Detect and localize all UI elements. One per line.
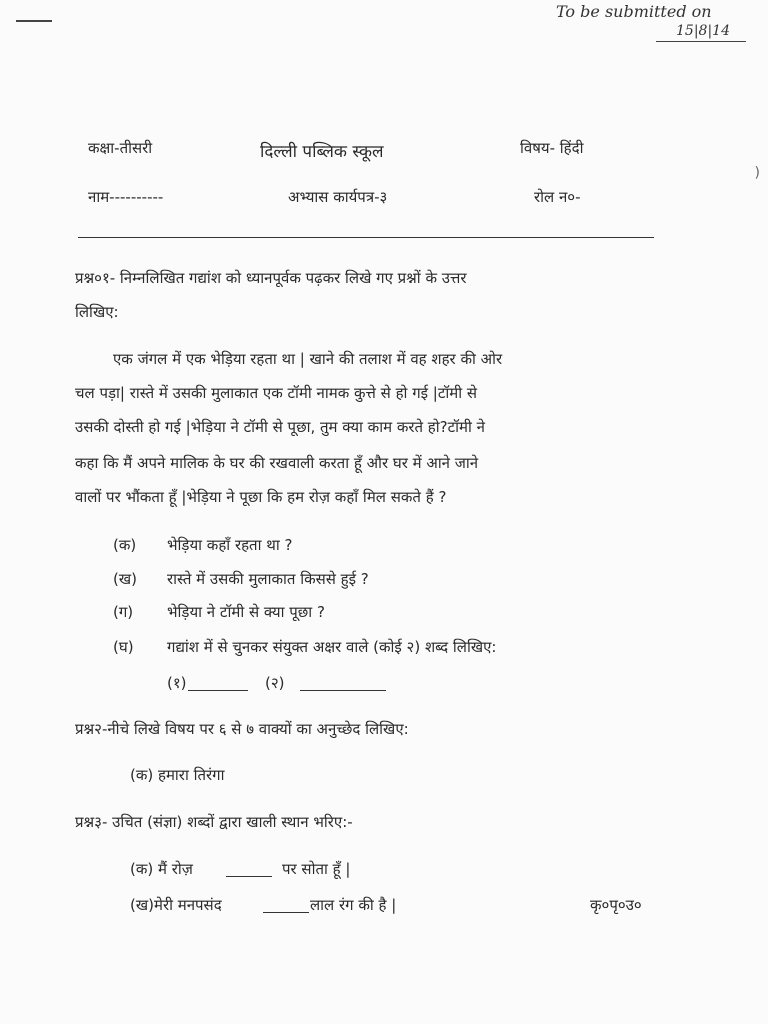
passage-line: एक जंगल में एक भेड़िया रहता था | खाने की तलाश में वह शहर की ओर xyxy=(113,350,503,368)
q1-item-label: (क) xyxy=(113,536,137,554)
q1-title-cont: लिखिए: xyxy=(75,303,119,321)
submission-note: To be submitted on xyxy=(556,2,712,21)
q3-title: प्रश्न३- उचित (संज्ञा) शब्दों द्वारा खाली स्थान भरिए:- xyxy=(75,813,353,831)
q1-item-label: (ग) xyxy=(113,603,134,621)
q3-item-2: (ख)मेरी मनपसंद xyxy=(130,896,222,914)
fill-blank-2 xyxy=(263,898,309,913)
answer-blank-1 xyxy=(188,676,248,691)
q1-item-label: (ख) xyxy=(113,570,137,588)
passage-line: वालों पर भौंकता हूँ |भेड़िया ने पूछा कि हम रोज़ कहाँ मिल सकते हैं ? xyxy=(75,488,447,506)
class-label: कक्षा-तीसरी xyxy=(88,139,153,157)
school-name: दिल्ली पब्लिक स्कूल xyxy=(260,142,384,162)
submission-date: 15|8|14 xyxy=(676,23,730,39)
passage-line: चल पड़ा| रास्ते में उसकी मुलाकात एक टॉमी नामक कुत्ते से हो गई |टॉमी से xyxy=(75,384,478,402)
stray-mark: ) xyxy=(754,165,760,181)
blank-1-label: (१) xyxy=(167,674,187,692)
worksheet-title: अभ्यास कार्यपत्र-३ xyxy=(288,188,388,206)
passage-line: उसकी दोस्ती हो गई |भेड़िया ने टॉमी से पूछा, तुम क्या काम करते हो?टॉमी ने xyxy=(75,418,485,436)
q1-item-text: रास्ते में उसकी मुलाकात किससे हुई ? xyxy=(167,570,369,588)
q1-title: प्रश्न०१- निम्नलिखित गद्यांश को ध्यानपूर्वक पढ़कर लिखे गए प्रश्नों के उत्तर xyxy=(75,269,467,287)
name-field: नाम---------- xyxy=(88,188,164,206)
scan-mark xyxy=(16,20,52,22)
q1-item-text: गद्यांश में से चुनकर संयुक्त अक्षर वाले (कोई २) शब्द लिखिए: xyxy=(167,638,497,656)
q1-item-label: (घ) xyxy=(113,638,134,656)
passage-line: कहा कि मैं अपने मालिक के घर की रखवाली करता हूँ और घर में आने जाने xyxy=(75,454,479,472)
date-underline xyxy=(656,41,746,42)
q3-item-2-end: लाल रंग की है | xyxy=(310,896,397,914)
q1-item-text: भेड़िया ने टॉमी से क्या पूछा ? xyxy=(167,603,325,621)
q3-item-1-end: पर सोता हूँ | xyxy=(282,860,351,878)
answer-blank-2 xyxy=(300,676,386,691)
page-turn-note: कृ०पृ०उ० xyxy=(590,896,642,914)
q2-item: (क) हमारा तिरंगा xyxy=(130,766,225,784)
header-divider xyxy=(78,237,654,238)
fill-blank-1 xyxy=(226,862,272,877)
roll-field: रोल न०- xyxy=(534,188,581,206)
q3-item-1: (क) मैं रोज़ xyxy=(130,860,193,878)
blank-2-label: (२) xyxy=(265,674,285,692)
q2-title: प्रश्न२-नीचे लिखे विषय पर ६ से ७ वाक्यों का अनुच्छेद लिखिए: xyxy=(75,720,409,738)
q1-item-text: भेड़िया कहाँ रहता था ? xyxy=(167,536,293,554)
subject-label: विषय- हिंदी xyxy=(520,139,584,157)
